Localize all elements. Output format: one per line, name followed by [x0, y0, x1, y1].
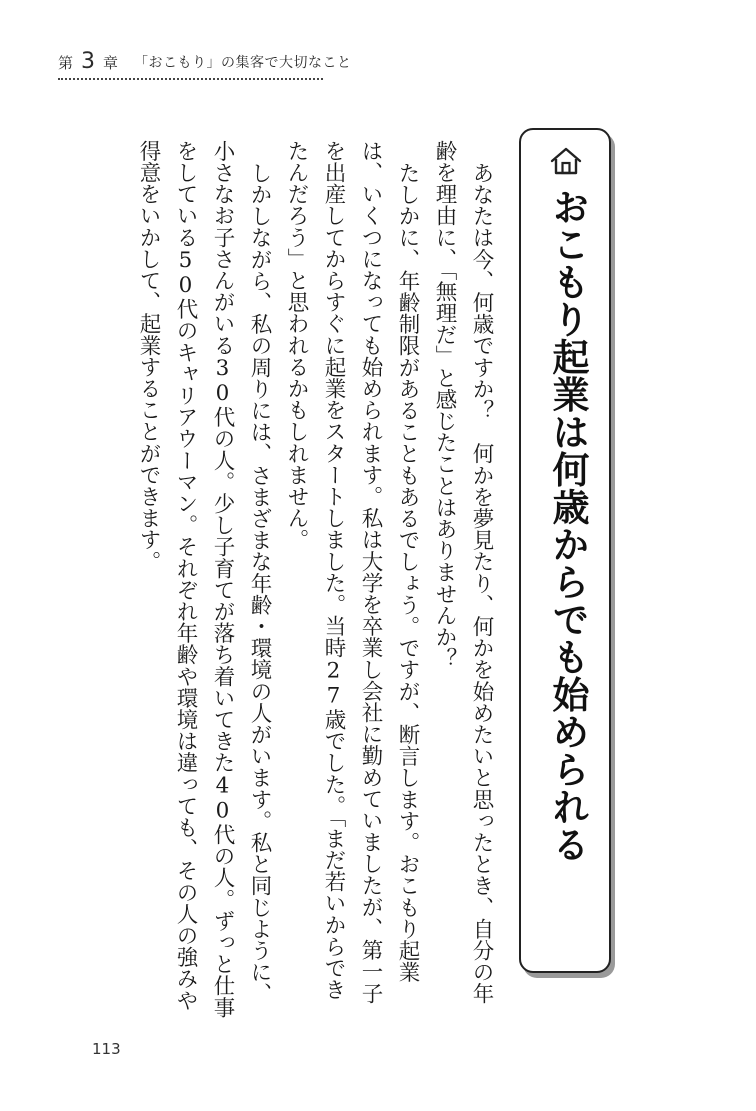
page-number: 113 — [92, 1040, 121, 1058]
paragraph-2: たしかに、年齢制限があることもあるでしょう。ですが、断言します。おこもり起業は、いくつになっても始められます。私は大学を卒業し会社に勤めていましたが、第一子を出産してからすぐに起業をスタートしました。当時27歳でした。「まだ若いからできたんだろう」と思われるかもしれません。 — [284, 140, 420, 1004]
header-dotted-rule — [58, 78, 323, 80]
chapter-title: 「おこもり」の集客で大切なこと — [134, 55, 352, 71]
body-text — [80, 140, 500, 1020]
running-header — [58, 46, 352, 78]
chapter-suffix: 章 — [103, 53, 119, 72]
section-title-box — [519, 128, 611, 973]
paragraph-3: しかしながら、私の周りには、さまざまな年齢・環境の人がいます。私と同じように、小さなお子さんがいる30代の人。少し子育てが落ち着いてきた40代の人。ずっと仕事をしている50代のキャリアウーマン。それぞれ年齢や環境は違っても、その人の強みや得意をいかして、起業することができます。 — [136, 140, 272, 1018]
chapter-number: 3 — [81, 48, 96, 74]
section-title: おこもり起業は何歳からでも始められる — [546, 188, 589, 863]
paragraph-1: あなたは今、何歳ですか？ 何かを夢見たり、何かを始めたいと思ったとき、自分の年齢を理由に、「無理だ」と感じたことはありませんか？ — [432, 140, 494, 1004]
chapter-prefix: 第 — [58, 53, 74, 72]
house-icon — [550, 146, 582, 176]
